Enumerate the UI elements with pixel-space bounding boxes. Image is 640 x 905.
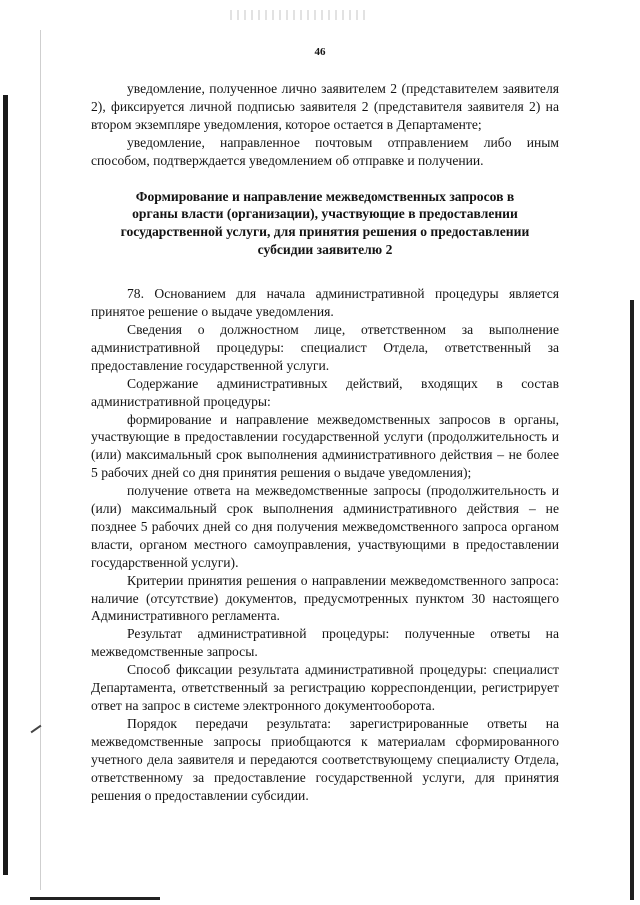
scan-edge-left <box>3 95 8 875</box>
paragraph: получение ответа на межведомственные запросы (продолжительность и (или) максимальный срок выполнения административного действия – не позднее 5 рабочих дней со дня получения межведомственного запроса органом власти, органом местного самоуправления, участвующими в предоставлении государственной услуги). <box>91 483 559 570</box>
paragraph: Порядок передачи результата: зарегистрированные ответы на межведомственные запросы приобщаются к материалам сформированного учетного дела заявителя и передаются соответствующему специалисту Отдела, ответственному за предоставление государственной услуги, для принятия решения о предоставлении субсидии. <box>91 715 559 803</box>
section-heading-line: субсидии заявителю 2 <box>257 242 393 258</box>
section-heading <box>91 188 559 260</box>
paragraph: 78. Основанием для начала административной процедуры является принятое решение о выдаче уведомления. <box>91 286 559 320</box>
section-heading-line: органы власти (организации), участвующие в предоставлении <box>132 206 518 222</box>
paragraph: Содержание административных действий, входящих в состав административной процедуры: <box>91 375 559 409</box>
paragraph: Сведения о должностном лице, ответственном за выполнение административной процедуры: специалист Отдела, ответственный за предоставление государственной услуги. <box>91 321 559 373</box>
page-number: 46 <box>314 46 326 58</box>
scan-line-left <box>40 30 41 890</box>
section-heading-line: государственной услуги, для принятия решения о предоставлении <box>120 224 530 240</box>
paragraph: формирование и направление межведомственных запросов в органы, участвующие в предоставлении государственной услуги (продолжительность и (или) максимальный срок выполнения административного действия – не более 5 рабочих дней со дня принятия решения о выдаче уведомления); <box>91 411 559 481</box>
section-heading-line: Формирование и направление межведомственных запросов в <box>135 188 515 204</box>
paragraph: Способ фиксации результата административной процедуры: специалист Департамента, ответственный за регистрацию корреспонденции, регистрирует ответ на запрос в системе электронного документооборота. <box>91 662 559 713</box>
paragraph: Критерии принятия решения о направлении межведомственного запроса: наличие (отсутствие) документов, предусмотренных пунктом 30 настоящего Административного регламента. <box>91 572 559 624</box>
scan-edge-bottom <box>30 897 160 900</box>
scan-noise <box>230 10 370 20</box>
paragraph: уведомление, направленное почтовым отправлением либо иным способом, подтверждается уведомлением об отправке и получении. <box>91 134 559 168</box>
paragraph: уведомление, полученное лично заявителем 2 (представителем заявителя 2), фиксируется личной подписью заявителя 2 (представителя заявителя 2) на втором экземпляре уведомления, которое остается в Департаменте; <box>91 81 559 132</box>
paragraph: Результат административной процедуры: полученные ответы на межведомственные запросы. <box>91 626 559 660</box>
scan-edge-right <box>630 300 634 900</box>
document-body <box>91 80 559 804</box>
